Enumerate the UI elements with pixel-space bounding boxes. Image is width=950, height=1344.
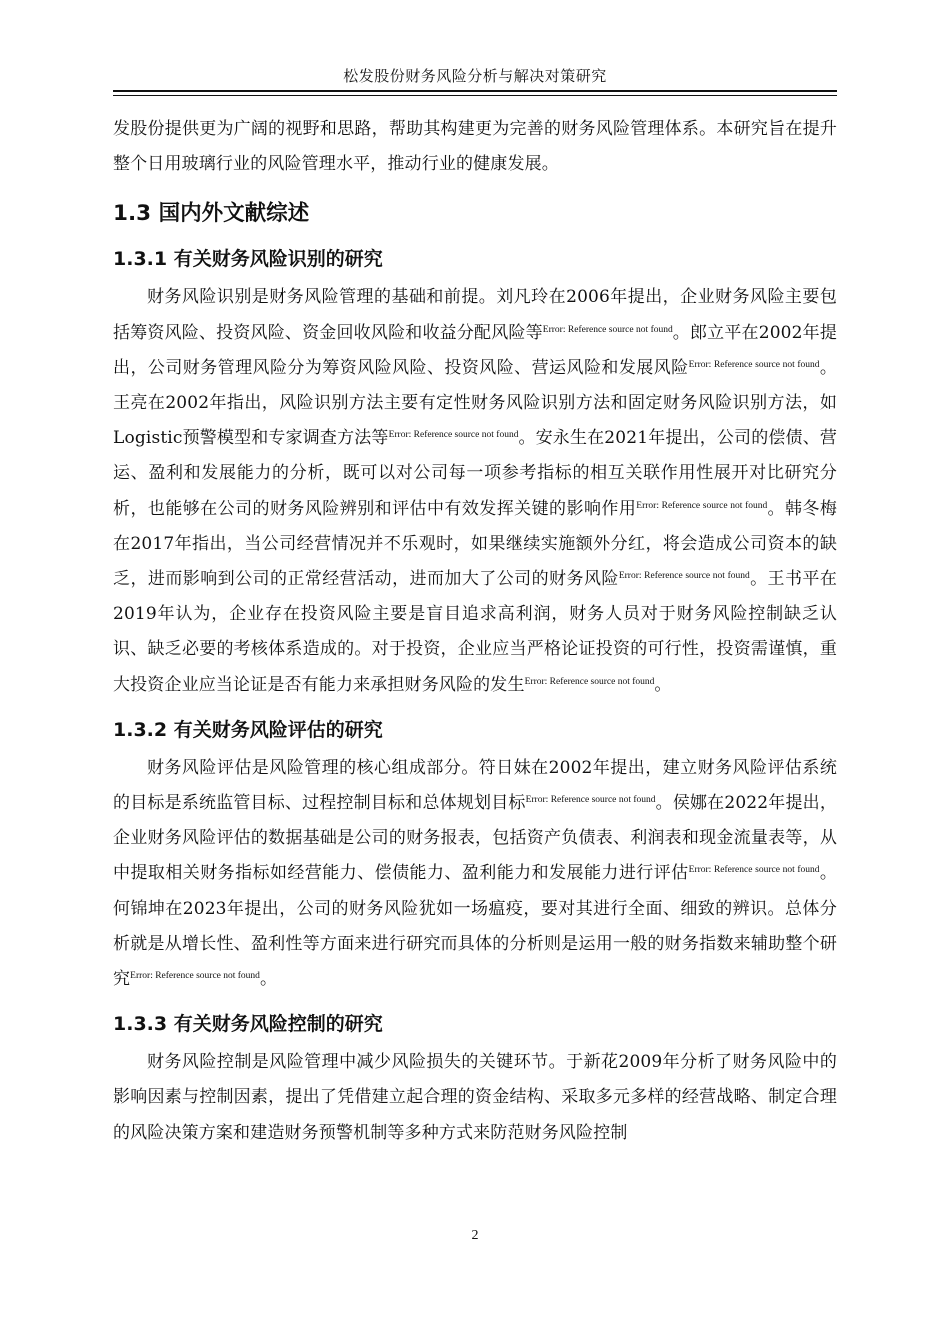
page-number: 2 bbox=[471, 1228, 479, 1243]
reference-error: Error: Reference source not found bbox=[388, 430, 519, 441]
reference-error: Error: Reference source not found bbox=[636, 500, 768, 511]
text-run: 。 bbox=[259, 969, 278, 990]
text-run: 。王亮在2002年指出，风险识别方法主要有定性财务风险识别方法和固定财务风险识别方法，如Logistic预警模型和专家调查方法等 bbox=[113, 357, 838, 449]
reference-error: Error: Reference source not found bbox=[130, 971, 260, 982]
text-run: 。郎立平在2002年提出，公司财务管理风险分为筹资风险风险、投资风险、营运风险和发展风险 bbox=[113, 322, 837, 378]
text-run: 。 bbox=[654, 674, 672, 695]
reference-error: Error: Reference source not found bbox=[525, 795, 656, 806]
paragraph-risk-assessment bbox=[113, 751, 837, 997]
paragraph-risk-control bbox=[113, 1045, 837, 1151]
text-run: 财务风险识别是财务风险管理的基础和前提。刘凡玲在2006年提出，企业财务风险主要包括筹资风险、投资风险、资金回收风险和收益分配风险等 bbox=[113, 287, 837, 343]
text-run: 。何锦坤在2023年提出，公司的财务风险犹如一场瘟疫，要对其进行全面、细致的辨识。总体分析就是从增长性、盈利性等方面来进行研究而具体的分析则是运用一般的财务指数来辅助整个研究 bbox=[113, 863, 838, 990]
reference-error: Error: Reference source not found bbox=[688, 359, 820, 370]
running-header: 松发股份财务风险分析与解决对策研究 bbox=[343, 67, 607, 85]
section-heading: 1.3 国内外文献综述 bbox=[113, 201, 310, 227]
text-run: 。侯娜在2022年提出，企业财务风险评估的数据基础是公司的财务报表，包括资产负债表、利润表和现金流量表等，从中提取相关财务指标如经营能力、偿债能力、盈利能力和发展能力进行评估 bbox=[113, 793, 837, 884]
body-content bbox=[113, 112, 837, 1151]
header-rule bbox=[113, 90, 837, 92]
text-run: 财务风险控制是风险管理中减少风险损失的关键环节。于新花2009年分析了财务风险中的影响因素与控制因素，提出了凭借建立起合理的资金结构、采取多元多样的经营战略、制定合理的风险决策方案和建造财务预警机制等多种方式来防范财务风险控制 bbox=[113, 1052, 837, 1143]
subsection-heading-1-3-1: 1.3.1 有关财务风险识别的研究 bbox=[113, 248, 383, 271]
reference-error: Error: Reference source not found bbox=[542, 324, 673, 335]
text-run: 。安永生在2021年提出，公司的偿债、营运、盈利和发展能力的分析，既可以对公司每一项参考指标的相互关联作用性展开对比研究分析，也能够在公司的财务风险辨别和评估中有效发挥关键的影响作用 bbox=[113, 428, 838, 519]
reference-error: Error: Reference source not found bbox=[688, 865, 820, 876]
reference-error: Error: Reference source not found bbox=[618, 571, 750, 582]
intro-paragraph: 发股份提供更为广阔的视野和思路，帮助其构建更为完善的财务风险管理体系。本研究旨在提升整个日用玻璃行业的风险管理水平，推动行业的健康发展。 bbox=[113, 119, 837, 175]
subsection-heading-1-3-3: 1.3.3 有关财务风险控制的研究 bbox=[113, 1013, 383, 1036]
header-rule-thin bbox=[113, 95, 837, 96]
text-run: 。王书平在2019年认为，企业存在投资风险主要是盲目追求高利润，财务人员对于财务风险控制缺乏认识、缺乏必要的考核体系造成的。对于投资，企业应当严格论证投资的可行性，投资需谨慎，重大投资企业应当论证是否有能力来承担财务风险的发生 bbox=[113, 569, 837, 695]
text-run: 。韩冬梅在2017年指出，当公司经营情况并不乐观时，如果继续实施额外分红，将会造成公司资本的缺乏，进而影响到公司的正常经营活动，进而加大了公司的财务风险 bbox=[113, 498, 838, 590]
reference-error: Error: Reference source not found bbox=[524, 676, 655, 687]
text-run: 财务风险评估是风险管理的核心组成部分。符日妹在2002年提出，建立财务风险评估系统的目标是系统监管目标、过程控制目标和总体规划目标 bbox=[113, 757, 837, 814]
paragraph-risk-identification bbox=[113, 280, 837, 702]
subsection-heading-1-3-2: 1.3.2 有关财务风险评估的研究 bbox=[113, 718, 383, 741]
